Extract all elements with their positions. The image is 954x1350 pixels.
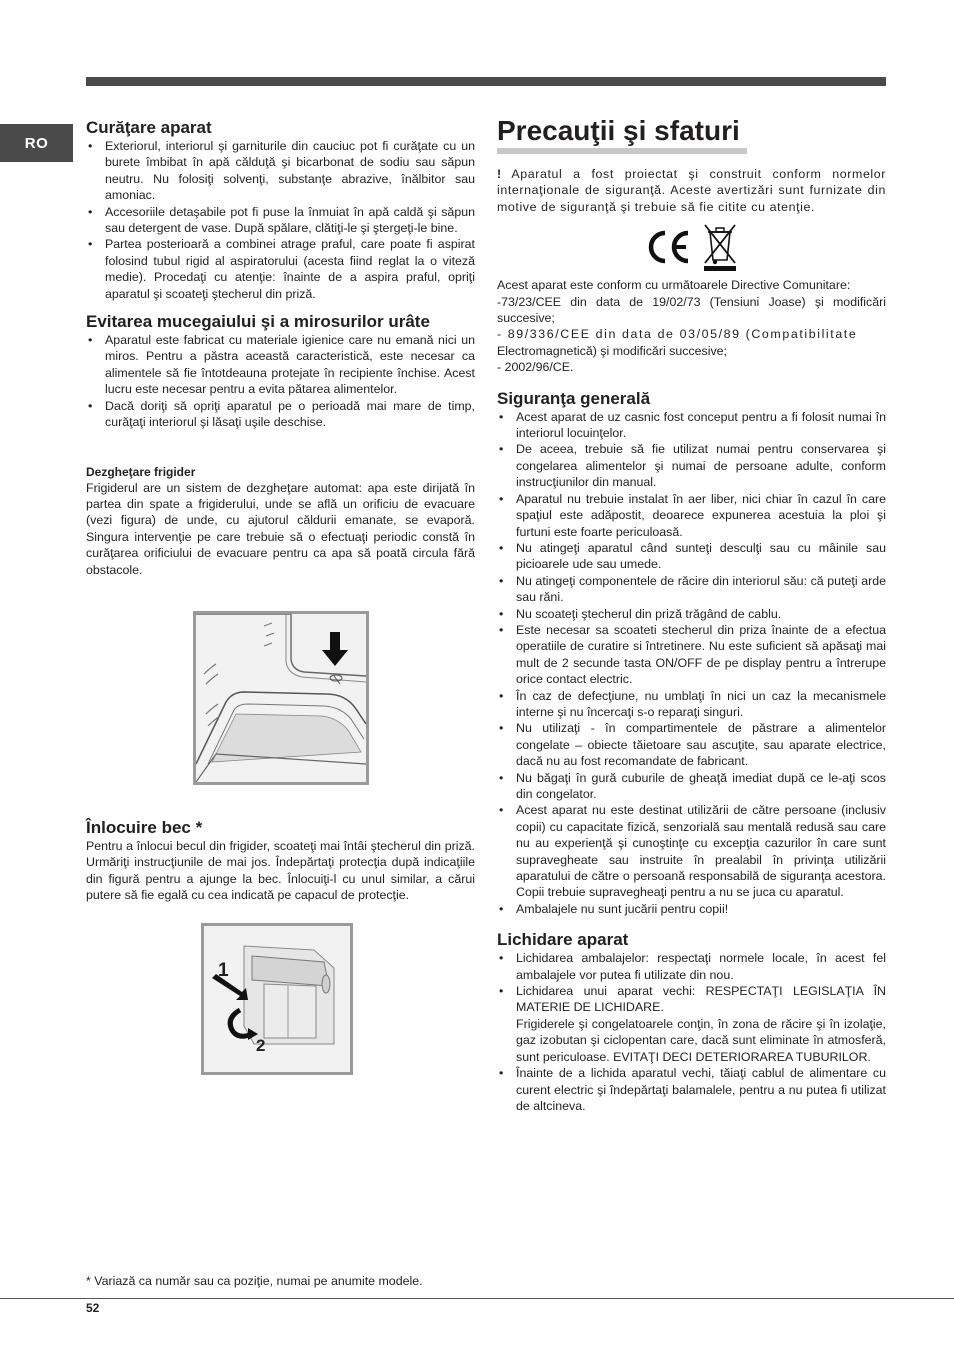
list-item: • Exteriorul, interiorul şi garniturile din cauciuc pot fi curăţate cu un burete îmbibat în apă călduţă şi bicarbonat de sodiu sau săpun neutru. Nu folosiţi solvenţi, substanţe abrazive, înălbitor sau amoniac. <box>86 138 475 204</box>
dezghetare-text: Frigiderul are un sistem de dezgheţare automat: apa este dirijată în partea din spate a frigiderului, unde se află un orificiu de evacuare (vezi figura) de unde, cu ajutorul căldurii emanate, se evaporă. Singura intervenţie pe care trebuie să o efectuaţi periodic constă în curăţarea orificiului de evacuare pentru ca apa să poată circula fără obstacole. <box>86 480 475 577</box>
defrost-drain-illustration <box>196 614 366 782</box>
directives-lead: Acest aparat este conform cu următoarele Directive Comunitare: <box>497 278 851 293</box>
section-title-curatare: Curăţare aparat <box>86 118 212 137</box>
list-item: • Nu utilizaţi - în compartimentele de păstrare a alimentelor congelate – obiecte tăietoare sau ascuţite, sau aparate electrice, dacă nu au fost recomandate de fabricant. <box>497 720 886 769</box>
list-item: • Acest aparat nu este destinat utilizării de către persoane (inclusiv copii) cu capacitate fizică, senzorială sau mentală redusă sau care nu au experienţă şi cunoştinţe cu excepţia cazurilor în care sunt supravegheate sau instruite în prealabil în privinţa utilizării aparatului de către o persoană responsabilă de siguranţa acestora. Copii trebuie supravegheaţi pentru a nu se juca cu aparatul. <box>497 802 886 900</box>
bulb-section <box>86 818 475 904</box>
intro-text: ! Aparatul a fost proiectat şi construit conform normelor internaţionale de siguranţă. Aceste avertizări sunt furnizate din motive de siguranţă şi trebuie să fie citite cu atenţie. <box>497 167 887 214</box>
list-item: • Acest aparat de uz casnic fost conceput pentru a fi folosit numai în interiorul locuinţelor. <box>497 409 886 442</box>
directive-2b: Electromagnetică) şi modificări succesive; <box>497 343 727 358</box>
subsection-title-dezghetare: Dezgheţare frigider <box>86 464 196 479</box>
bec-text: Pentru a înlocui becul din frigider, scoateţi mai întâi ştecherul din priză. Urmăriţi instrucţiunile de mai jos. Îndepărtaţi protecţia după indicaţiile din figură pentru a ajunge la bec. Înlocuiţi-l cu unul similar, a cărui putere să fie egală cu cea indicată pe capacul de protecţie. <box>86 839 475 903</box>
step-1-label: 1 <box>218 960 229 981</box>
footer-divider <box>0 1298 954 1299</box>
siguranta-list <box>497 409 886 918</box>
defrost-figure <box>193 611 369 785</box>
lichidare-list <box>497 950 886 1114</box>
directive-3: - 2002/96/CE. <box>497 360 574 375</box>
list-item: • Nu atingeţi aparatul când sunteţi desculţi sau cu mâinile sau picioarele ude sau umede. <box>497 540 886 573</box>
mucegai-list <box>86 332 475 430</box>
list-item: • În caz de defecţiune, nu umblaţi în nici un caz la mecanismele interne şi nu încercaţi s-o reparaţi singuri. <box>497 688 886 721</box>
bulb-figure <box>201 923 353 1075</box>
list-item: • Nu atingeţi componentele de răcire din interiorul său: că puteţi arde sau răni. <box>497 573 886 606</box>
list-item: • Ambalajele nu sunt jucării pentru copii! <box>497 901 886 917</box>
warning-mark: ! <box>497 167 502 181</box>
list-item: • Lichidarea unui aparat vechi: RESPECTAŢI LEGISLAŢIA ÎN MATERIE DE LICHIDARE. Frigiderele şi congelatoarele conţin, în zona de răcire şi în izolaţie, gaz izobutan şi ciclopentan care, dacă sunt eliminate în atmosferă, sunt periculoase. EVITAŢI DECI DETERIORAREA TUBURILOR. <box>497 983 886 1065</box>
list-item: • Partea posterioară a combinei atrage praful, care poate fi aspirat folosind tubul rigid al aspiratorului (acesta fiind reglat la o viteză medie). Procedaţi cu atenţie: înainte de a aspira praful, opriţi aparatul şi scoateţi ştecherul din priză. <box>86 236 475 302</box>
list-item: • Înainte de a lichida aparatul vechi, tăiaţi cablul de alimentare cu curent electric şi îndepărtaţi balamalele, pentru a nu putea fi utilizat de altcineva. <box>497 1065 886 1114</box>
list-item: • Lichidarea ambalajelor: respectaţi normele locale, în acest fel ambalajele vor putea fi utilizate din nou. <box>497 950 886 983</box>
list-item: • Aparatul este fabricat cu materiale igienice care nu emană nici un miros. Pentru a păstra această caracteristică, este necesar ca alimentele să fie întotdeauna protejate în recipiente închise. Acest lucru este necesar pentru a evita pătarea alimentelor. <box>86 332 475 398</box>
directive-1: -73/23/CEE din data de 19/02/73 (Tensiuni Joase) şi modificări succesive; <box>497 294 886 326</box>
page-number: 52 <box>86 1301 100 1315</box>
section-title-siguranta: Siguranţa generală <box>497 388 651 408</box>
certification-marks <box>497 221 886 273</box>
footnote: * Variază ca număr sau ca poziţie, numai pe anumite modele. <box>86 1274 423 1288</box>
list-item: • De aceea, trebuie să fie utilizat numai pentru conservarea şi congelarea alimentelor şi numai de persoane adulte, conform instrucţiunilor din manual. <box>497 441 886 490</box>
directive-2a: - 89/336/CEE din data de 03/05/89 (Compatibilitate <box>497 327 858 342</box>
left-column <box>86 118 475 578</box>
page-title: Precauţii şi sfaturi <box>497 114 747 154</box>
list-item: • Accesoriile detaşabile pot fi puse la înmuiat în apă caldă şi săpun sau detergent de vase. După spălare, clătiţi-le şi ştergeţi-le bine. <box>86 204 475 237</box>
step-2-label: 2 <box>256 1036 266 1055</box>
right-column <box>497 114 886 1114</box>
list-item: • Dacă doriţi să opriţi aparatul pe o perioadă mai mare de timp, curăţaţi interiorul şi lăsaţi uşile deschise. <box>86 398 475 431</box>
section-title-bec: Înlocuire bec * <box>86 818 203 837</box>
weee-bin-icon <box>702 222 738 272</box>
list-item: • Aparatul nu trebuie instalat în aer liber, nici chiar în cazul în care spaţiul este adăpostit, deoarece expunerea acestuia la ploi şi furtuni este foarte periculoasă. <box>497 491 886 540</box>
section-title-mucegai: Evitarea mucegaiului şi a mirosurilor urâte <box>86 312 430 332</box>
list-item: • Este necesar sa scoateti stecherul din priza înainte de a efectua operatiile de curatire si întretinere. Nu este suficient să apăsaţi mai mult de 2 secunde tasta ON/OFF de pe display pentru a întrerupe orice contact electric. <box>497 622 886 688</box>
language-tab: RO <box>0 124 73 162</box>
curatare-list <box>86 138 475 302</box>
list-item: • Nu scoateţi ştecherul din priză trăgând de cablu. <box>497 606 886 622</box>
list-item: • Nu băgaţi în gură cuburile de gheaţă imediat după ce le-aţi scos din congelator. <box>497 770 886 803</box>
header-bar <box>86 77 886 86</box>
bulb-cover-illustration <box>204 926 350 1072</box>
ce-mark-icon <box>646 229 692 265</box>
section-title-lichidare: Lichidare aparat <box>497 930 629 950</box>
